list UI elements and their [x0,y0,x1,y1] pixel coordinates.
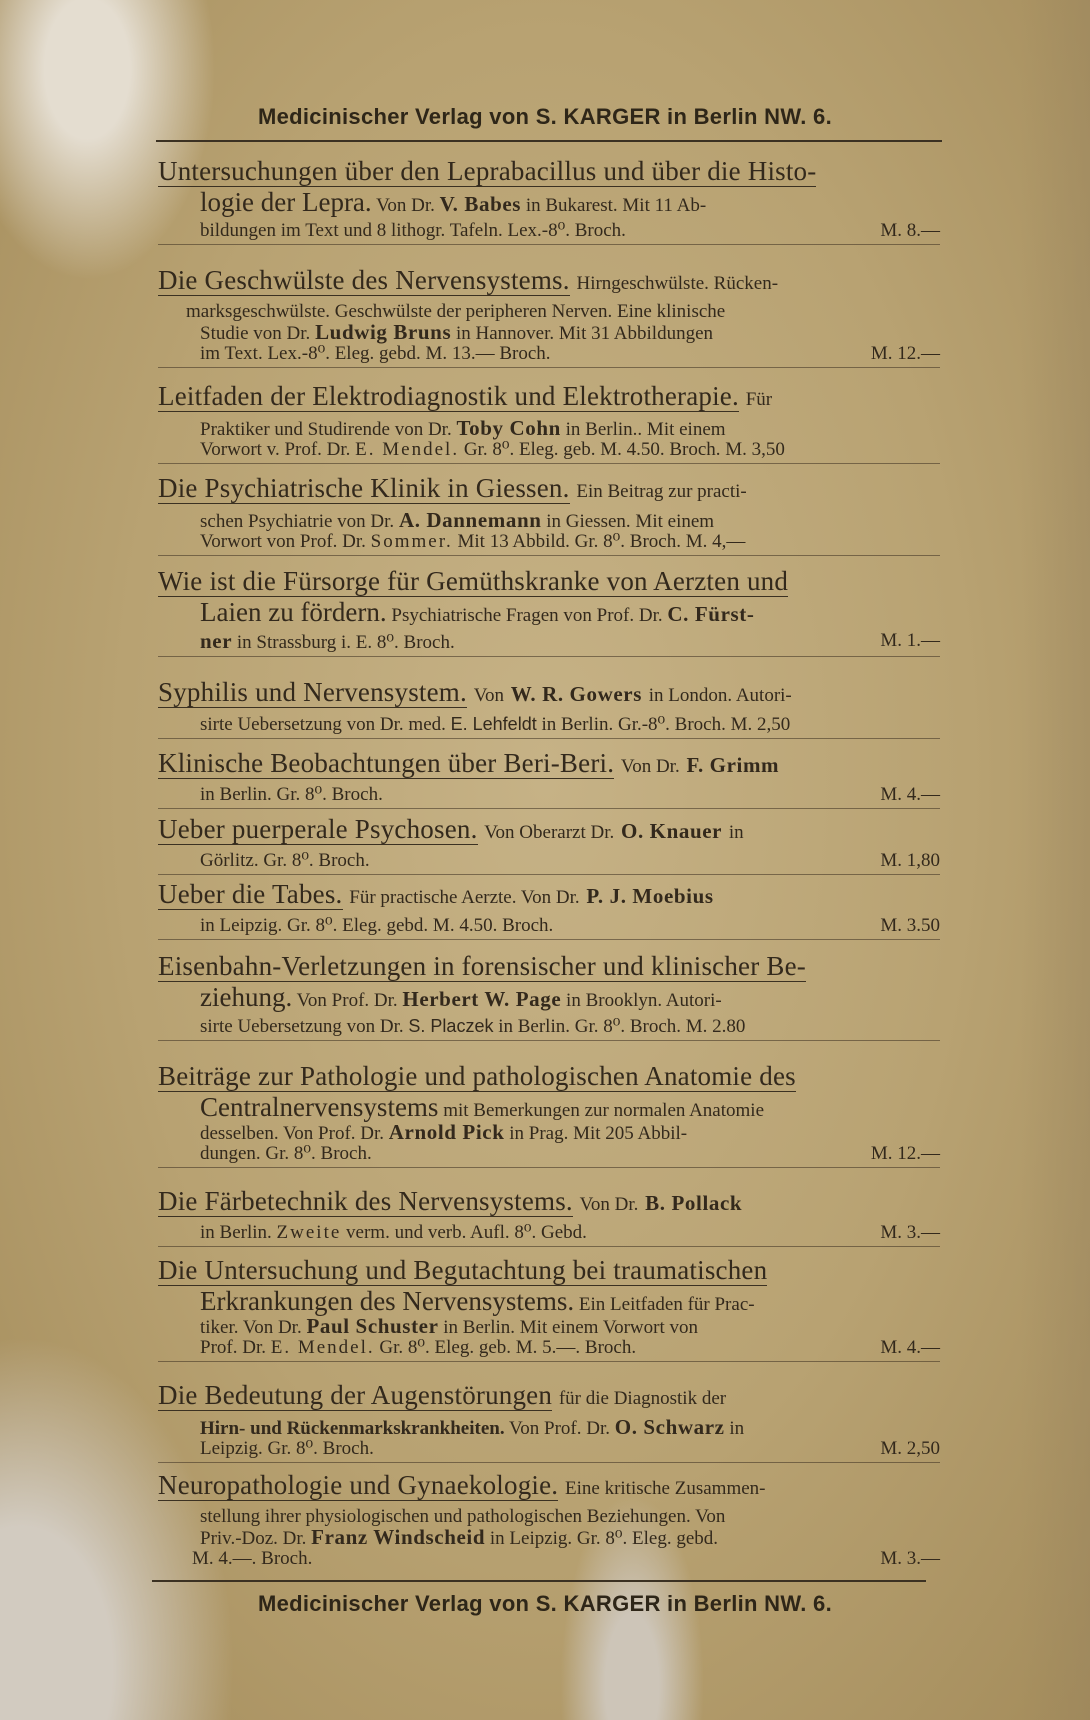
entry-separator [158,808,940,809]
entry-text: im Text. Lex.-8⁰. Eleg. gebd. M. 13.— Broch. [200,343,551,364]
catalog-entry-cohn [158,378,940,464]
entry-text: Leipzig. Gr. 8⁰. Broch. [200,1438,374,1459]
entry-title: Die Färbetechnik des Nervensystems. [158,1186,573,1216]
catalog-entry-pick [158,1058,940,1168]
entry-text: Für practische Aerzte. Von Dr. [349,887,580,908]
entry-title: Die Geschwülste des Nervensystems. [158,265,570,295]
entry-text: in London. Autori- [648,685,792,706]
catalog-entry-windscheid [158,1467,940,1569]
entry-text: stellung ihrer physiologischen und pathologischen Beziehungen. Von [200,1506,726,1527]
entry-title: Wie ist die Fürsorge für Gemüthskranke von Aerzten und [158,566,789,596]
entry-title: Die Bedeutung der Augenstörungen [158,1380,553,1410]
entry-text: in [729,1418,745,1439]
entry-text: dungen. Gr. 8⁰. Broch. [200,1143,372,1164]
catalog-entry-schuster [158,1252,940,1362]
entry-text: Von Dr. [620,756,680,777]
entry-separator [158,738,940,739]
entry-text: in Strassburg i. E. 8⁰. Broch. [236,632,455,653]
entry-text: Von Oberarzt Dr. [484,822,615,843]
catalog-entry-moebius [158,876,940,940]
entry-price: M. 12.— [870,343,940,364]
entry-author: V. Babes [439,192,522,216]
entry-title-cont: Centralnervensystems [200,1092,439,1122]
entry-author: O. Schwarz [614,1415,725,1439]
entry-price: M. 4.— [880,1337,940,1358]
entry-text: Studie von Dr. [200,323,311,344]
entry-text: Von Prof. Dr. [509,1418,611,1439]
entry-separator [158,1167,940,1168]
entry-text: Gr. 8⁰. Eleg. geb. M. 4.50. Broch. M. 3,50 [463,439,785,460]
entry-price: M. 3.50 [880,915,940,936]
catalog-entry-knauer [158,811,940,875]
entry-price: M. 3.— [880,1548,940,1569]
entry-author: Herbert W. Page [402,987,562,1011]
entry-text: in Bukarest. Mit 11 Ab- [525,195,707,216]
entry-text: bildungen im Text und 8 lithogr. Tafeln. Lex.-8⁰. Broch. [200,220,626,241]
entry-text: Ein Leitfaden für Prac- [578,1294,755,1315]
entry-text: in Berlin. Gr. 8⁰. Broch. [200,784,383,805]
entry-author-sans: S. Placzek [408,1016,494,1036]
entry-spaced-name: E. Mendel. [355,439,460,460]
entry-title: Beiträge zur Pathologie und pathologischen Anatomie des [158,1061,796,1091]
entry-text: verm. und verb. Aufl. 8⁰. Gebd. [346,1222,587,1243]
entry-text: tiker. Von Dr. [200,1317,302,1338]
entry-text: in Berlin. Gr. 8⁰. Broch. M. 2.80 [498,1016,746,1037]
entry-author: W. R. Gowers [510,682,642,706]
entry-text: in Leipzig. Gr. 8⁰. Eleg. gebd. M. 4.50. Broch. [200,915,554,936]
entry-text: Von Dr. [376,195,435,216]
entry-text: Vorwort v. Prof. Dr. [200,439,351,460]
entry-separator [158,463,940,464]
entry-text: Prof. Dr. [200,1337,266,1358]
catalog-entry-pollack [158,1183,940,1247]
entry-text: desselben. Von Prof. Dr. [200,1123,385,1144]
header-rule [156,140,942,142]
entry-separator [158,1040,940,1041]
entry-text: in [728,822,744,843]
entry-author-sans: E. Lehfeldt [450,714,537,734]
catalog-entry-page [158,948,940,1041]
entry-author: A. Dannemann [398,508,542,532]
entry-author: Arnold Pick [388,1120,505,1144]
publisher-header: Medicinischer Verlag von S. KARGER in Berlin NW. 6. [258,104,832,129]
entry-title: Leitfaden der Elektrodiagnostik und Elektrotherapie. [158,381,739,411]
entry-text: Von Dr. [579,1194,639,1215]
page-edge-shadow [1020,0,1090,1720]
entry-text: Gr. 8⁰. Eleg. geb. M. 5.—. Broch. [379,1337,637,1358]
entry-author-cont: ner [200,629,233,653]
entry-price: M. 12.— [870,1143,940,1164]
entry-text-bold: Hirn- und Rückenmarkskrankheiten. [200,1418,505,1439]
entry-text: Von [473,685,504,706]
entry-spaced-name: E. Mendel. [270,1337,375,1358]
entry-price: M. 1,80 [880,850,940,871]
entry-text: in Leipzig. Gr. 8⁰. Eleg. gebd. [489,1528,719,1549]
entry-author: O. Knauer [621,819,723,843]
entry-title: Neuropathologie und Gynaekologie. [158,1470,559,1500]
entry-text: Praktiker und Studirende von Dr. [200,419,452,440]
catalog-entry-grimm [158,745,940,809]
entry-separator [158,874,940,875]
entry-author: Franz Windscheid [311,1525,486,1549]
entry-text: Mit 13 Abbild. Gr. 8⁰. Broch. M. 4,— [457,531,746,552]
entry-author: P. J. Moebius [586,884,714,908]
entry-text: sirte Uebersetzung von Dr. [200,1016,404,1037]
entry-title: Ueber die Tabes. [158,879,343,909]
entry-price: M. 2,50 [880,1438,940,1459]
entry-text: Für [745,389,773,410]
entry-title-cont: Laien zu fördern. [200,597,387,627]
entry-title: Syphilis und Nervensystem. [158,677,467,707]
entry-text: Von Prof. Dr. [296,990,398,1011]
entry-separator [158,1462,940,1463]
entry-text: Eine kritische Zusammen- [565,1478,766,1499]
entry-title: Die Untersuchung und Begutachtung bei traumatischen [158,1255,768,1285]
entry-price: M. 4.— [880,784,940,805]
entry-spaced-name: Sommer. [370,531,453,552]
entry-title-cont: ziehung. [200,982,293,1012]
catalog-entry-bruns [158,262,940,368]
entry-text: mit Bemerkungen zur normalen Anatomie [443,1100,765,1121]
entry-separator [158,367,940,368]
catalog-entry-dannemann [158,470,940,556]
entry-text: in Berlin.. Mit einem [565,419,726,440]
entry-separator [158,656,940,657]
entry-text: Priv.-Doz. Dr. [200,1528,307,1549]
catalog-entry-babes [158,153,940,245]
entry-title: Die Psychiatrische Klinik in Giessen. [158,473,570,503]
entry-text: in Brooklyn. Autori- [566,990,722,1011]
entry-author: C. Fürst- [667,602,755,626]
entry-author: Paul Schuster [306,1314,439,1338]
entry-text: marksgeschwülste. Geschwülste der peripheren Nerven. Eine klinische [186,301,726,322]
entry-separator [158,1246,940,1247]
entry-author: F. Grimm [686,753,780,777]
entry-price: M. 3.— [880,1222,940,1243]
entry-text: in Berlin. [200,1222,272,1243]
entry-separator [158,939,940,940]
entry-text: Psychiatrische Fragen von Prof. Dr. [391,605,663,626]
catalog-entry-gowers [158,674,940,739]
entry-title: Ueber puerperale Psychosen. [158,814,478,844]
entry-separator [158,555,940,556]
entry-title-cont: Erkrankungen des Nervensystems. [200,1286,575,1316]
entry-text: in Giessen. Mit einem [546,511,715,532]
entry-separator [158,1361,940,1362]
entry-title-cont: logie der Lepra. [200,187,372,217]
entry-title: Untersuchungen über den Leprabacillus und über die Histo- [158,156,817,186]
entry-text: für die Diagnostik der [558,1388,727,1409]
entry-title: Eisenbahn-Verletzungen in forensischer und klinischer Be- [158,951,806,981]
entry-title: Klinische Beobachtungen über Beri-Beri. [158,748,615,778]
entry-spaced-name: Zweite [276,1222,342,1243]
entry-text: in Berlin. Mit einem Vorwort von [443,1317,698,1338]
entry-text: schen Psychiatrie von Dr. [200,511,395,532]
entry-text: Ein Beitrag zur practi- [576,481,747,502]
catalog-entry-fuerstner [158,563,940,657]
entry-text: in Berlin. Gr.-8⁰. Broch. M. 2,50 [541,714,791,735]
publisher-footer: Medicinischer Verlag von S. KARGER in Berlin NW. 6. [258,1591,832,1616]
entry-text: Vorwort von Prof. Dr. [200,531,366,552]
entry-text: M. 4.—. Broch. [192,1548,313,1569]
entry-text: Hirngeschwülste. Rücken- [576,273,779,294]
entry-text: sirte Uebersetzung von Dr. med. [200,714,446,735]
entry-author: Ludwig Bruns [315,320,452,344]
entry-text: in Prag. Mit 205 Abbil- [509,1123,688,1144]
entry-text: Görlitz. Gr. 8⁰. Broch. [200,850,370,871]
entry-price: M. 1.— [880,630,940,651]
entry-author: Toby Cohn [456,416,561,440]
footer-rule [152,1580,926,1582]
entry-text: in Hannover. Mit 31 Abbildungen [456,323,714,344]
entry-author: B. Pollack [645,1191,743,1215]
entry-price: M. 8.— [880,220,940,241]
catalog-entry-schwarz [158,1377,940,1463]
entry-separator [158,244,940,245]
